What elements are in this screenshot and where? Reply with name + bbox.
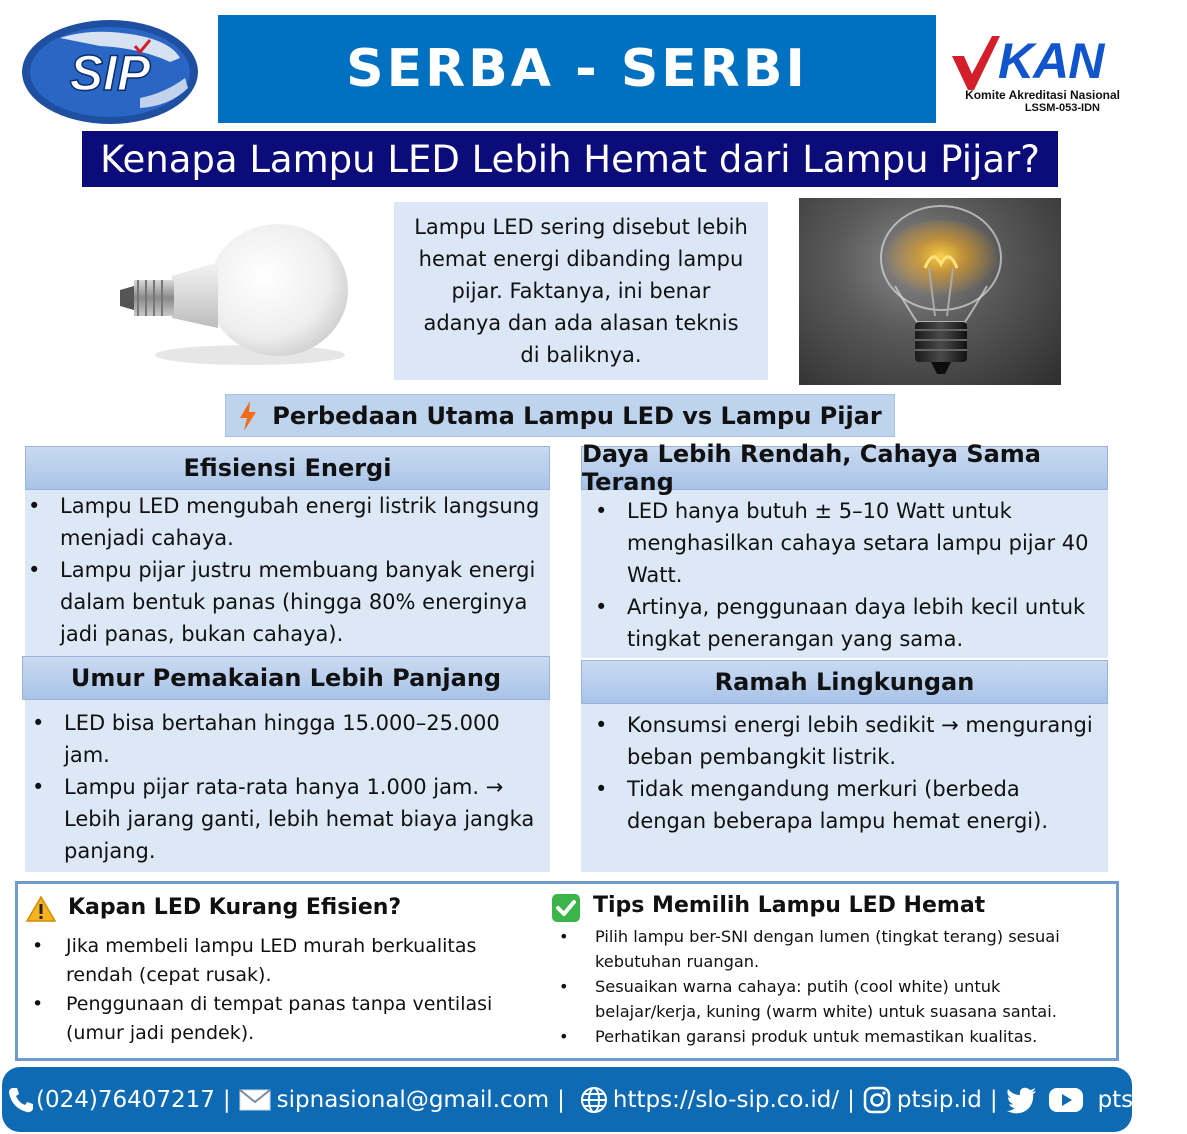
lightning-icon <box>238 401 258 431</box>
lifespan-list <box>26 707 542 867</box>
energy-efficiency-list <box>22 490 542 650</box>
list-item: • Penggunaan di tempat panas tanpa ventilasi (umur jadi pendek). <box>26 990 526 1048</box>
section-title: Perbedaan Utama Lampu LED vs Lampu Pijar <box>272 401 882 430</box>
email-link[interactable]: sipnasional@gmail.com <box>276 1086 550 1113</box>
tips-title: Tips Memilih Lampu LED Hemat <box>593 893 986 918</box>
phone-number[interactable]: (024)76407217 <box>36 1086 215 1113</box>
lifespan-header <box>22 656 550 700</box>
instagram-handle[interactable]: ptsip.id <box>896 1086 982 1113</box>
phone-icon <box>6 1085 36 1115</box>
separator: | <box>557 1086 565 1113</box>
list-item: • Sesuaikan warna cahaya: putih (cool white) untuk belajar/kerja, kuning (warm white) untuk suasana santai. <box>557 974 1102 1024</box>
list-item: • LED hanya butuh ± 5–10 Watt untuk menghasilkan cahaya setara lampu pijar 40 Watt. <box>589 495 1104 591</box>
tips-list <box>557 924 1102 1049</box>
lower-power-title: Daya Lebih Rendah, Cahaya Sama Terang <box>582 440 1041 496</box>
energy-efficiency-title: Efisiensi Energi <box>183 454 392 482</box>
list-item: • Jika membeli lampu LED murah berkualitas rendah (cepat rusak). <box>26 932 526 990</box>
intro-box <box>394 202 768 380</box>
eco-friendly-header <box>581 660 1108 704</box>
twitter-icon <box>1006 1086 1038 1114</box>
warning-title: Kapan LED Kurang Efisien? <box>68 895 402 920</box>
list-item: • Lampu LED mengubah energi listrik langsung menjadi cahaya. <box>22 490 542 554</box>
subtitle-bar <box>82 131 1058 187</box>
header-banner <box>218 15 936 123</box>
sip-logo <box>20 18 200 126</box>
warning-list <box>26 932 526 1048</box>
website-link[interactable]: https://slo-sip.co.id/ <box>612 1086 840 1113</box>
list-item: • Konsumsi energi lebih sedikit → mengurangi beban pembangkit listrik. <box>589 709 1104 773</box>
list-item: • Perhatikan garansi produk untuk memastikan kualitas. <box>557 1024 1102 1049</box>
eco-friendly-title: Ramah Lingkungan <box>714 668 975 696</box>
list-item: • Tidak mengandung merkuri (berbeda dengan beberapa lampu hemat energi). <box>589 773 1104 837</box>
kan-logo-text: KAN <box>998 33 1104 89</box>
globe-icon <box>579 1085 609 1115</box>
lower-power-header <box>581 440 1108 496</box>
list-item: • LED bisa bertahan hingga 15.000–25.000 jam. <box>26 707 542 771</box>
check-icon <box>551 893 581 923</box>
page-subtitle: Kenapa Lampu LED Lebih Hemat dari Lampu Pijar? <box>100 137 1040 181</box>
lower-power-list <box>589 495 1104 655</box>
social-handle[interactable]: ptsip_id <box>1097 1086 1187 1113</box>
youtube-icon <box>1048 1086 1084 1114</box>
instagram-icon <box>863 1086 891 1114</box>
svg-text:SIP: SIP <box>69 45 151 101</box>
lifespan-title: Umur Pemakaian Lebih Panjang <box>70 664 502 692</box>
led-bulb-image <box>100 200 355 372</box>
list-item: • Artinya, penggunaan daya lebih kecil untuk tingkat penerangan yang sama. <box>589 591 1104 655</box>
list-item: • Lampu pijar justru membuang banyak energi dalam bentuk panas (hingga 80% energinya jadi panas, bukan cahaya). <box>22 554 542 650</box>
email-icon <box>239 1088 271 1112</box>
list-item: • Pilih lampu ber-SNI dengan lumen (tingkat terang) sesuai kebutuhan ruangan. <box>557 924 1102 974</box>
kan-code: LSSM-053-IDN <box>1024 102 1100 114</box>
kan-name: Komite Akreditasi Nasional <box>965 88 1120 102</box>
footer-contacts <box>2 1067 1187 1132</box>
eco-friendly-list <box>589 709 1104 837</box>
intro-text: Lampu LED sering disebut lebih hemat energi dibanding lampu pijar. Faktanya, ini benar adanya dan ada alasan teknis di baliknya. <box>414 215 748 367</box>
warning-icon <box>26 896 56 922</box>
page-title: SERBA - SERBI <box>346 39 808 99</box>
list-item: • Lampu pijar rata-rata hanya 1.000 jam. → Lebih jarang ganti, lebih hemat biaya jangka panjang. <box>26 771 542 867</box>
separator: | <box>847 1086 855 1113</box>
separator: | <box>222 1086 231 1113</box>
kan-checkmark-icon <box>950 34 1000 94</box>
kan-logo <box>950 30 1120 118</box>
section-header <box>225 394 895 437</box>
incandescent-bulb-image <box>799 198 1061 385</box>
separator: | <box>989 1086 998 1113</box>
energy-efficiency-header <box>25 446 550 490</box>
